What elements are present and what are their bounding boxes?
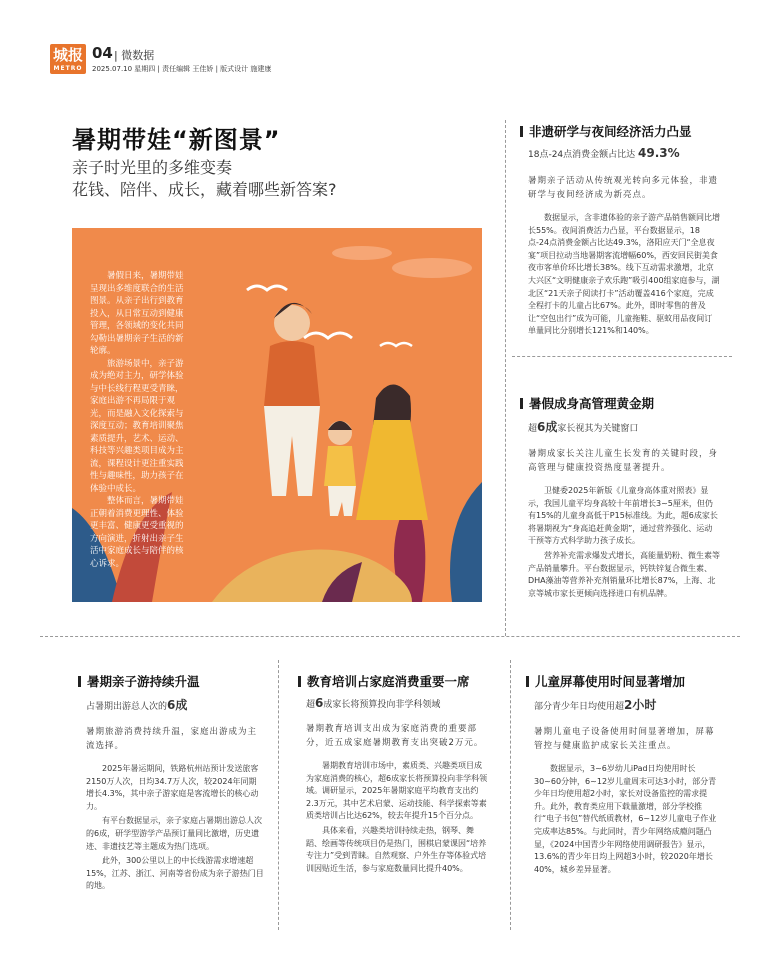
article-travel	[78, 672, 264, 895]
article-education	[298, 672, 488, 877]
article-subtitle: 占暑期出游总人次的6成	[86, 698, 188, 712]
newspaper-logo	[50, 44, 86, 74]
article-height	[520, 394, 720, 602]
article-title: 暑假成身高管理黄金期	[520, 394, 720, 412]
article-subtitle: 部分青少年日均使用超2小时	[534, 698, 657, 712]
page-number: 04	[92, 44, 113, 62]
article-title: 非遗研学与夜间经济活力凸显	[520, 122, 720, 140]
article-body: 2025年暑运期间，铁路杭州站预计发送旅客2150万人次，日均34.7万人次，较2024年同期增长4.3%，其中亲子游家庭是客流增长的核心动力。	[86, 764, 259, 811]
article-body: 数据显示，含非遗体验的亲子游产品销售额同比增长55%。夜间消费活力凸显，平台数据显示，18点-24点消费金额占比达49.3%，洛阳应天门“全息夜宴”项目拉动当地暑期客流增幅60%，西安回民街美食夜市客单价环比增长38%。线下互动需求激增，北京大兴区“文明健康亲子欢乐跑”吸引400组家庭参与，湖北区“21天亲子阅读打卡”活动覆盖416个家庭，完成全程打卡的儿童占比67%。此外，即时零售的普及让“空包出行”成为可能，儿童拖鞋、驱蚊用品夜间订单量同比分别增长121%和140%。	[528, 213, 720, 336]
section-name: | 微数据	[114, 49, 155, 62]
article-screen	[526, 672, 722, 878]
article-lead: 暑期旅游消费持续升温，家庭出游成为主流选择。	[86, 727, 258, 751]
feature-paragraph: 整体而言，暑期带娃正朝着消费更理性、体验更丰富、健康更受重视的方向演进，折射出亲子生活中家庭成长与陪伴的核心诉求。	[90, 496, 184, 569]
logo-cn: 城报	[52, 46, 83, 64]
page-title: 暑期带娃“新图景”	[72, 126, 281, 154]
article-lead: 暑期儿童电子设备使用时间显著增加，屏幕管控与健康监护成家长关注重点。	[534, 727, 715, 751]
feature-intro	[90, 270, 186, 570]
article-subtitle: 18点-24点消费金额占比达 49.3%	[528, 146, 680, 160]
article-lead: 暑期教育培训支出成为家庭消费的重要部分，近五成家庭暑期教育支出突破2万元。	[306, 724, 484, 748]
article-body: 具体来看，兴趣类培训持续走热，钢琴、舞蹈、绘画等传统项目仍是热门，围棋启蒙课因“培养专注力”受到青睐。自然观察、户外生存等体验式培训因贴近生活，参与家庭数量同比提升40%。	[306, 825, 487, 873]
article-subtitle: 超6成家长将预算投向非学科领域	[306, 696, 441, 710]
family-illustration	[72, 228, 482, 602]
column-divider	[278, 660, 279, 930]
feature-subtitle-2: 花钱、陪伴、成长，藏着哪些新答案?	[72, 180, 337, 199]
article-body: 暑期教育培训市场中，素质类、兴趣类项目成为家庭消费的核心，超6成家长将预算投向非学科领域。调研显示，2025年暑期家庭平均教育支出约2.3万元，其中艺术启蒙、运动技能、科学探索等素质类培训占比达62%，较去年提升15个百分点。	[306, 761, 488, 821]
divider	[512, 356, 732, 357]
article-body: 此外，300公里以上的中长线游需求增速超15%，江苏、浙江、河南等省份成为亲子游热门目的地。	[86, 856, 264, 891]
article-title: 教育培训占家庭消费重要一席	[298, 672, 488, 690]
feature-paragraph: 暑假日来，暑期带娃呈现出多维度联合的生活图景。从亲子出行到教育投入，从日常互动到健康管理，各领域的变化共同勾勒出暑期亲子生活的新轮廓。	[90, 271, 184, 356]
logo-en: METRO	[53, 65, 83, 72]
article-body: 卫健委2025年新版《儿童身高体重对照表》显示，我国儿童平均身高较十年前增长3~5厘米，但仍有15%的儿童身高低于P15标准线。为此，超6成家长将暑期视为“身高追赶黄金期”，通过营养强化、运动干预等方式科学助力孩子成长。	[528, 486, 718, 546]
feature-paragraph: 旅游场景中，亲子游成为绝对主力，研学体验与中长线行程更受青睐，家庭出游不再局限于观光，而是融入文化探索与深度互动；教育培训聚焦素质提升，艺术、运动、科技等兴趣类项目成为主流，课程设计更注重实践性与趣味性，助力孩子在体验中成长。	[90, 358, 184, 494]
article-body: 营养补充需求爆发式增长，高能量奶粉、微生素等产品销量攀升。平台数据显示，钙铁锌复合微生素、DHA藻油等营养补充剂销量环比增长87%，上海、北京等城市家长更倾向选择进口有机品牌。	[528, 550, 720, 598]
article-subtitle: 超6成家长视其为关键窗口	[528, 420, 639, 434]
feature-subtitle-1: 亲子时光里的多维变奏	[72, 158, 233, 177]
article-lead: 暑期成家长关注儿童生长发育的关键时段，身高管理与健康投资热度显著提升。	[528, 449, 719, 473]
column-divider	[510, 660, 511, 930]
column-divider	[505, 120, 506, 636]
article-title: 暑期亲子游持续升温	[78, 672, 264, 690]
article-intangible	[520, 122, 720, 340]
article-body: 有平台数据显示，亲子家庭占暑期出游总人次的6成，研学型游学产品预订量同比激增，历史遗迹、非遗技艺等主题成为热门选项。	[86, 816, 262, 851]
article-title: 儿童屏幕使用时间显著增加	[526, 672, 722, 690]
divider	[40, 636, 740, 637]
article-lead: 暑期亲子活动从传统观光转向多元体验，非遗研学与夜间经济成为新亮点。	[528, 176, 719, 200]
page-meta: 2025.07.10 星期四 | 责任编辑 王佳娇 | 版式设计 施建康	[92, 65, 272, 73]
article-body: 数据显示，3~6岁幼儿iPad日均使用时长30~60分钟，6~12岁儿童周末可达3小时，部分青少年日均使用超2小时，家长对设备监控的需求提升。此外，教育类应用下载量激增，部分学校推行“电子书包”替代纸质教材，6~12岁儿童电子作业完成率达85%。与此同时，青少年网络成瘾问题凸显，《2024中国青少年网络使用调研报告》显示，13.6%的青少年日均上网超3小时，较2020年增长40%，城乡差异显著。	[534, 764, 717, 874]
